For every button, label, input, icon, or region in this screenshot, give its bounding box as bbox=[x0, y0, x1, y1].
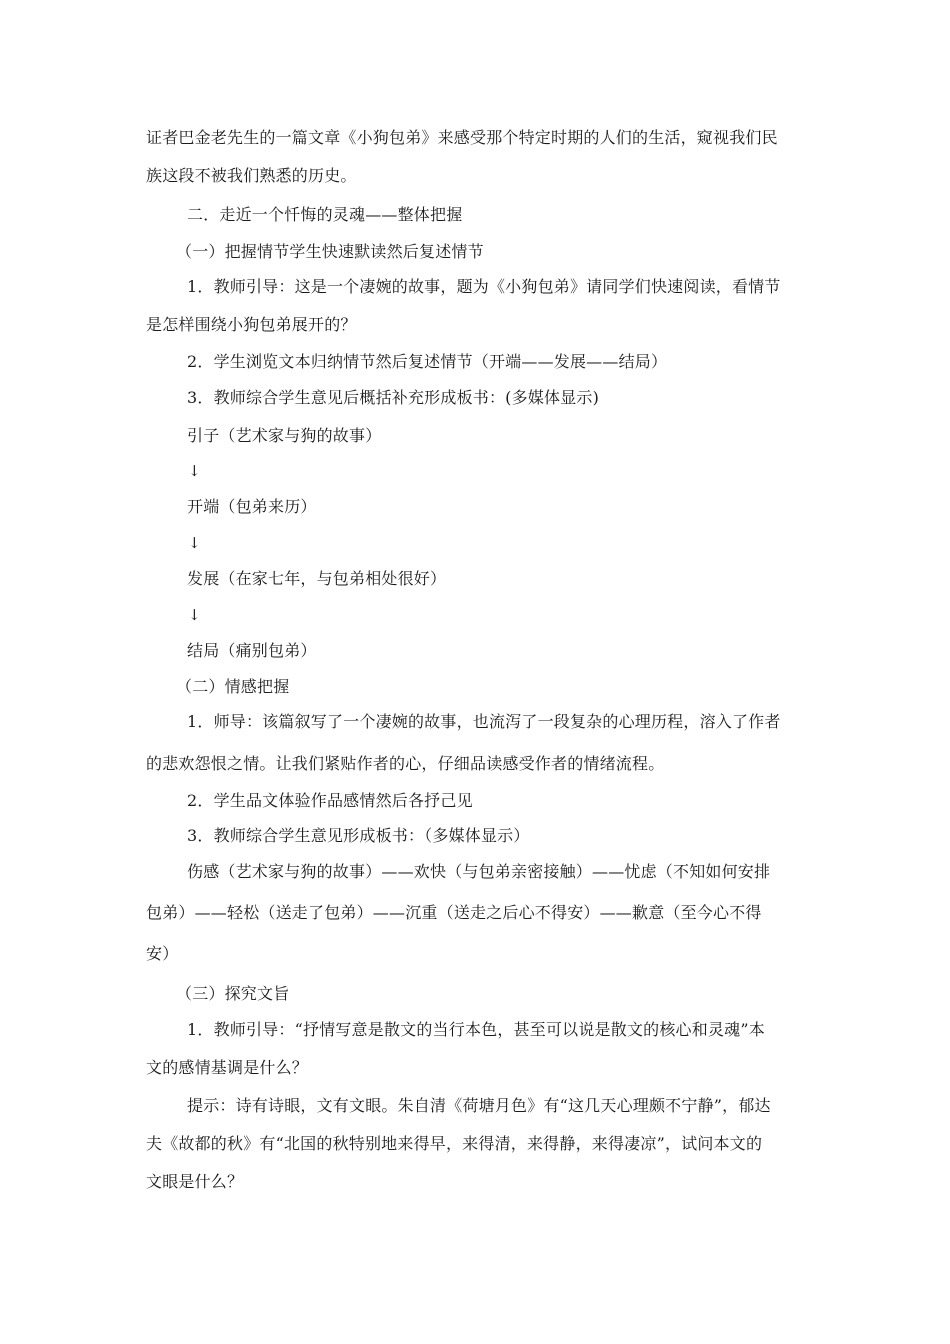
paragraph-line: 的悲欢怨恨之情。让我们紧贴作者的心，仔细品读感受作者的情绪流程。 bbox=[146, 754, 665, 773]
plot-stage: 发展（在家七年，与包弟相处很好） bbox=[187, 569, 447, 588]
paragraph-line: 证者巴金老先生的一篇文章《小狗包弟》来感受那个特定时期的人们的生活，窥视我们民 bbox=[146, 128, 778, 147]
paragraph-line: 1．教师引导：这是一个凄婉的故事，题为《小狗包弟》请同学们快速阅读，看情节 bbox=[187, 277, 781, 296]
emotion-flow-line: 安） bbox=[146, 944, 179, 963]
emotion-flow-line: 伤感（艺术家与狗的故事）——欢快（与包弟亲密接触）——忧虑（不知如何安排 bbox=[187, 862, 771, 881]
section-heading: 二．走近一个忏悔的灵魂——整体把握 bbox=[187, 205, 463, 224]
plot-stage: 引子（艺术家与狗的故事） bbox=[187, 426, 382, 445]
paragraph-line: 族这段不被我们熟悉的历史。 bbox=[146, 166, 357, 185]
paragraph-line: 提示：诗有诗眼，文有文眼。朱自清《荷塘月色》有“这几天心理颇不宁静”，郁达 bbox=[187, 1096, 771, 1115]
down-arrow-icon: ↓ bbox=[188, 534, 201, 552]
plot-stage: 结局（痛别包弟） bbox=[187, 641, 317, 660]
paragraph-line: 是怎样围绕小狗包弟展开的？ bbox=[146, 315, 357, 334]
down-arrow-icon: ↓ bbox=[188, 606, 201, 624]
paragraph-line: 1．教师引导：“抒情写意是散文的当行本色，甚至可以说是散文的核心和灵魂”本 bbox=[187, 1020, 765, 1039]
paragraph-line: 文的感情基调是什么？ bbox=[146, 1058, 309, 1077]
plot-stage: 开端（包弟来历） bbox=[187, 497, 317, 516]
paragraph-line: 2．学生品文体验作品感情然后各抒己见 bbox=[187, 791, 473, 810]
emotion-flow-line: 包弟）——轻松（送走了包弟）——沉重（送走之后心不得安）——歉意（至今心不得 bbox=[146, 903, 762, 922]
paragraph-line: 文眼是什么？ bbox=[146, 1172, 244, 1191]
subsection-heading: （一）把握情节学生快速默读然后复述情节 bbox=[176, 242, 484, 261]
subsection-heading: （三）探究文旨 bbox=[176, 984, 290, 1003]
down-arrow-icon: ↓ bbox=[188, 462, 201, 480]
paragraph-line: 夫《故都的秋》有“北国的秋特别地来得早，来得清，来得静，来得凄凉”，试问本文的 bbox=[146, 1134, 763, 1153]
subsection-heading: （二）情感把握 bbox=[176, 677, 290, 696]
paragraph-line: 3．教师综合学生意见后概括补充形成板书：(多媒体显示) bbox=[187, 388, 600, 407]
paragraph-line: 3．教师综合学生意见形成板书：（多媒体显示） bbox=[187, 826, 530, 845]
paragraph-line: 2．学生浏览文本归纳情节然后复述情节（开端——发展——结局） bbox=[187, 352, 668, 371]
paragraph-line: 1．师导：该篇叙写了一个凄婉的故事，也流泻了一段复杂的心理历程，溶入了作者 bbox=[187, 712, 781, 731]
